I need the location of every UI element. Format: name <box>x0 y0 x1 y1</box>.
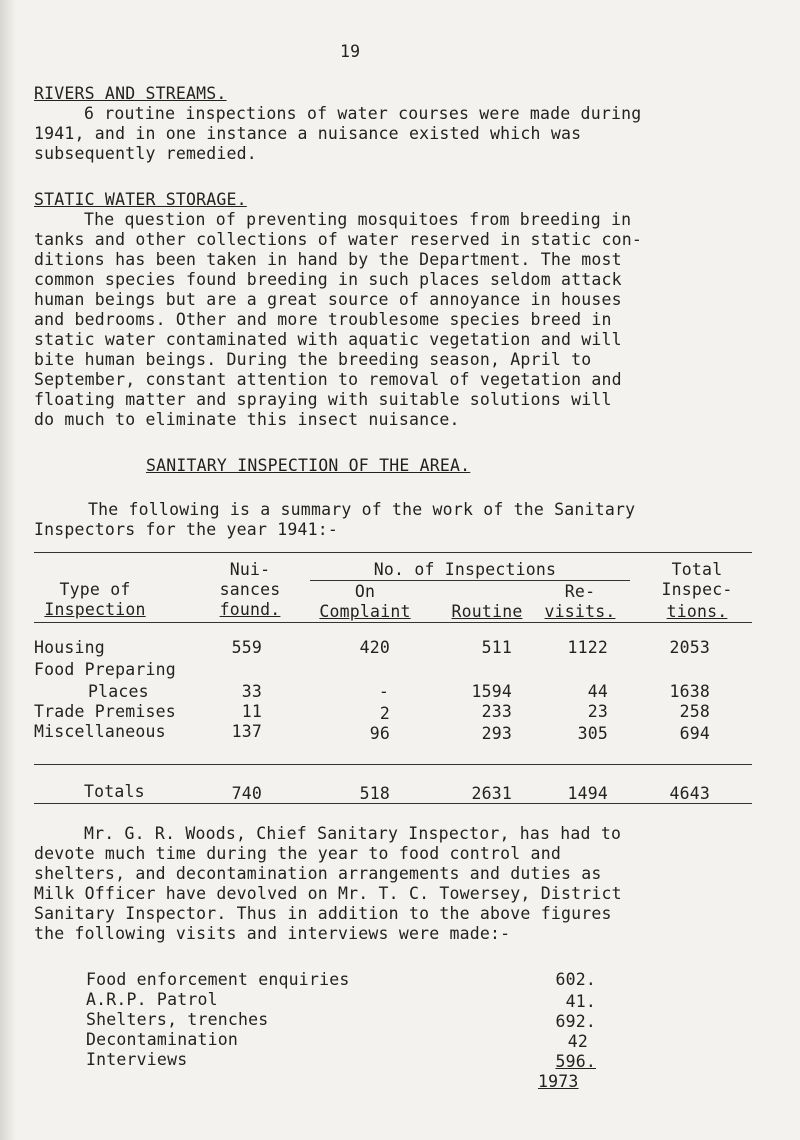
visit-label: Shelters, trenches <box>86 1010 269 1029</box>
header-total: tions. <box>666 602 728 621</box>
header-revisits: visits. <box>544 602 616 621</box>
cell-total: 694 <box>679 724 710 743</box>
visit-value: 692. <box>555 1012 596 1031</box>
cell-revisits: 305 <box>577 724 608 743</box>
sanitary-intro-line: The following is a summary of the work of the Sanitary <box>88 500 636 519</box>
total-routine: 2631 <box>471 784 512 803</box>
header-type: Type of <box>59 580 131 599</box>
total-nuisances: 740 <box>231 784 262 803</box>
group-rule <box>310 580 630 581</box>
static-water-line: The question of preventing mosquitoes from breeding in <box>84 210 632 229</box>
static-water-line: human beings but are a great source of annoyance in houses <box>34 290 622 309</box>
table-bottom-rule <box>34 803 752 804</box>
sanitary-heading: SANITARY INSPECTION OF THE AREA. <box>146 456 471 475</box>
static-water-line: common species found breeding in such places seldom attack <box>34 270 622 289</box>
header-total: Total <box>671 560 723 579</box>
header-complaint: On <box>354 582 376 601</box>
total-total: 4643 <box>669 784 710 803</box>
cell-routine: 511 <box>481 638 512 657</box>
row-label: Places <box>88 682 149 701</box>
cell-total: 258 <box>679 702 710 721</box>
visit-value: 596. <box>555 1052 596 1071</box>
cell-nuisances: 559 <box>231 638 262 657</box>
cell-nuisances: 33 <box>241 682 262 701</box>
page-number: 19 <box>340 42 361 61</box>
cell-routine: 293 <box>481 724 512 743</box>
visit-value: 41. <box>565 992 596 1011</box>
cell-revisits: 44 <box>587 682 608 701</box>
static-water-line: bite human beings. During the breeding season, April to <box>34 350 592 369</box>
cell-total: 1638 <box>669 682 710 701</box>
woods-line: the following visits and interviews were made:- <box>34 924 511 943</box>
cell-total: 2053 <box>669 638 710 657</box>
header-routine: Routine <box>451 602 523 621</box>
woods-line: shelters, and decontamination arrangements and duties as <box>34 864 602 883</box>
woods-line: Milk Officer have devolved on Mr. T. C. Towersey, District <box>34 884 622 903</box>
header-revisits: Re- <box>564 582 596 601</box>
totals-label: Totals <box>84 782 145 801</box>
row-label: Housing <box>34 638 105 657</box>
visit-label: Food enforcement enquiries <box>86 970 350 989</box>
total-complaint: 518 <box>359 784 390 803</box>
header-inspections-group: No. of Inspections <box>373 560 557 579</box>
cell-nuisances: 137 <box>231 722 262 741</box>
header-complaint: Complaint <box>319 602 411 621</box>
visit-label: Decontamination <box>86 1030 239 1049</box>
header-total: Inspec- <box>661 580 733 599</box>
cell-revisits: 23 <box>587 702 608 721</box>
cell-revisits: 1122 <box>567 638 608 657</box>
static-water-line: September, constant attention to removal of vegetation and <box>34 370 622 389</box>
rivers-heading: RIVERS AND STREAMS. <box>34 84 227 103</box>
visit-value: 42 <box>567 1032 588 1051</box>
cell-complaint: - <box>378 682 390 701</box>
woods-line: devote much time during the year to food control and <box>34 844 561 863</box>
static-water-line: tanks and other collections of water reserved in static con- <box>34 230 643 249</box>
header-bottom-rule <box>34 622 752 623</box>
rivers-line: subsequently remedied. <box>34 144 257 163</box>
header-type: Inspection <box>44 600 146 619</box>
row-label: Food Preparing <box>34 660 176 679</box>
cell-complaint: 2 <box>379 704 390 723</box>
woods-line: Mr. G. R. Woods, Chief Sanitary Inspector, has had to <box>84 824 622 843</box>
static-water-line: do much to eliminate this insect nuisance. <box>34 410 460 429</box>
row-label: Miscellaneous <box>34 722 166 741</box>
row-label: Trade Premises <box>34 702 176 721</box>
visit-label: Interviews <box>86 1050 188 1069</box>
cell-routine: 1594 <box>471 682 512 701</box>
table-top-rule <box>34 552 752 553</box>
cell-complaint: 96 <box>369 724 390 743</box>
body-bottom-rule <box>34 764 752 765</box>
woods-line: Sanitary Inspector. Thus in addition to the above figures <box>34 904 612 923</box>
rivers-line: 6 routine inspections of water courses were made during <box>84 104 642 123</box>
static-water-line: static water contaminated with aquatic vegetation and will <box>34 330 622 349</box>
cell-routine: 233 <box>481 702 512 721</box>
visits-total: 1973 <box>538 1072 579 1091</box>
cell-nuisances: 11 <box>241 702 262 721</box>
static-water-heading: STATIC WATER STORAGE. <box>34 190 247 209</box>
header-nuisances: Nui- <box>229 560 271 579</box>
visit-label: A.R.P. Patrol <box>86 990 218 1009</box>
total-revisits: 1494 <box>567 784 608 803</box>
page-edge-shadow <box>0 0 16 1140</box>
header-nuisances: sances <box>219 580 281 599</box>
visit-value: 602. <box>555 970 596 989</box>
static-water-line: and bedrooms. Other and more troublesome species breed in <box>34 310 612 329</box>
sanitary-intro-line: Inspectors for the year 1941:- <box>34 520 339 539</box>
header-nuisances: found. <box>219 600 281 619</box>
rivers-line: 1941, and in one instance a nuisance existed which was <box>34 124 582 143</box>
cell-complaint: 420 <box>359 638 390 657</box>
static-water-line: floating matter and spraying with suitable solutions will <box>34 390 612 409</box>
static-water-line: ditions has been taken in hand by the Department. The most <box>34 250 622 269</box>
